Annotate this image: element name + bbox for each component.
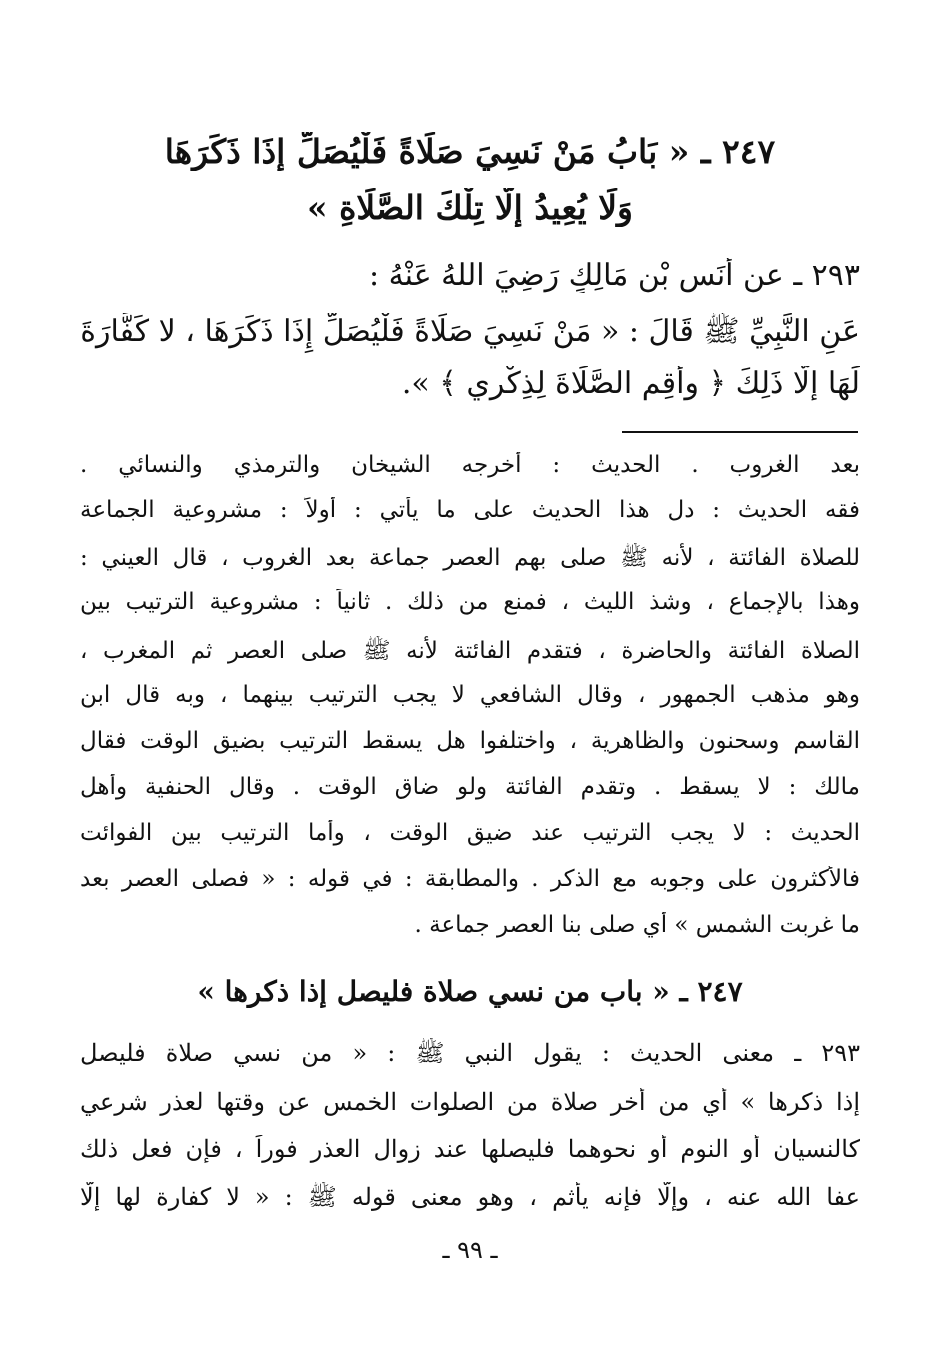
commentary-line-1: بعد الغروب . الحديث : أخرجه الشيخان والترمذي والنسائي .: [80, 452, 860, 478]
meaning-line-1: ٢٩٣ ـ معنى الحديث : يقول النبي ﷺ : « من نسي صلاة فليصل: [80, 1039, 860, 1067]
meaning-line-3: كالنسيان أو النوم أو نحوهما فليصلها عند زوال العذر فوراً ، فإن فعل ذلك: [80, 1135, 860, 1163]
page-number: ـ ٩٩ ـ: [442, 1236, 498, 1264]
section-title: ٢٤٧ ـ « باب من نسي صلاة فليصل إذا ذكرها »: [197, 975, 743, 1008]
commentary-line-7: القاسم وسحنون والظاهرية ، واختلفوا هل يسقط الترتيب بضيق الوقت فقال: [80, 728, 860, 754]
footnote-divider: [622, 431, 858, 433]
commentary-line-9: الحديث : لا يجب الترتيب عند ضيق الوقت ، وأما الترتيب بين الفوائت: [80, 820, 860, 846]
hadith-line-3: لَهَا إِلَّا ذَلِكَ ﴿ وأَقِمِ الصَّلَاةَ لِذِكْرِي ﴾ ».: [401, 366, 860, 401]
commentary-line-4: وهذا بالإجماع ، وشذ الليث ، فمنع من ذلك . ثانياً : مشروعية الترتيب بين: [80, 589, 860, 615]
chapter-title-line-2: وَلَا يُعِيدُ إِلَّا تِلْكَ الصَّلَاةِ »: [307, 188, 633, 227]
commentary-line-8: مالك : لا يسقط . وتقدم الفائتة ولو ضاق الوقت . وقال الحنفية وأهل: [80, 774, 860, 800]
meaning-line-2: إذا ذكرها » أي من أخر صلاة من الصلوات الخمس عن وقتها لعذر شرعي: [80, 1088, 860, 1116]
commentary-line-3: للصلاة الفائتة ، لأنه ﷺ صلى بهم العصر جماعة بعد الغروب ، قال العيني :: [80, 545, 860, 571]
hadith-line-1: ٢٩٣ ـ عن أَنَسِ بْنِ مَالِكٍ رَضِيَ اللهُ عَنْهُ :: [368, 258, 860, 293]
commentary-line-5: الصلاة الفائتة والحاضرة ، فتقدم الفائتة لأنه ﷺ صلى العصر ثم المغرب ،: [80, 638, 860, 664]
commentary-line-11: ما غربت الشمس » أي صلى بنا العصر جماعة .: [414, 912, 860, 938]
commentary-line-2: فقه الحديث : دل هذا الحديث على ما يأتي : أولاً : مشروعية الجماعة: [80, 497, 860, 523]
meaning-line-4: عفا الله عنه ، وإلّا فإنه يأثم ، وهو معنى قوله ﷺ : « لا كفارة لها إلّا: [80, 1183, 860, 1211]
commentary-line-6: وهو مذهب الجمهور ، وقال الشافعي لا يجب الترتيب بينهما ، وبه قال ابن: [80, 682, 860, 708]
hadith-line-2: عَنِ النَّبِيِّ ﷺ قَالَ : « مَنْ نَسِيَ صَلَاةً فَلْيُصَلِّ إِذَا ذَكَرَهَا ، لا كَفَّارَةَ: [80, 314, 860, 349]
chapter-title-line-1: ٢٤٧ ـ « بَابُ مَنْ نَسِيَ صَلَاةً فَلْيُصَلِّ إِذَا ذَكَرَهَا: [164, 132, 776, 171]
commentary-line-10: فالأكثرون على وجوبه مع الذكر . والمطابقة : في قوله : « فصلى العصر بعد: [80, 866, 860, 892]
